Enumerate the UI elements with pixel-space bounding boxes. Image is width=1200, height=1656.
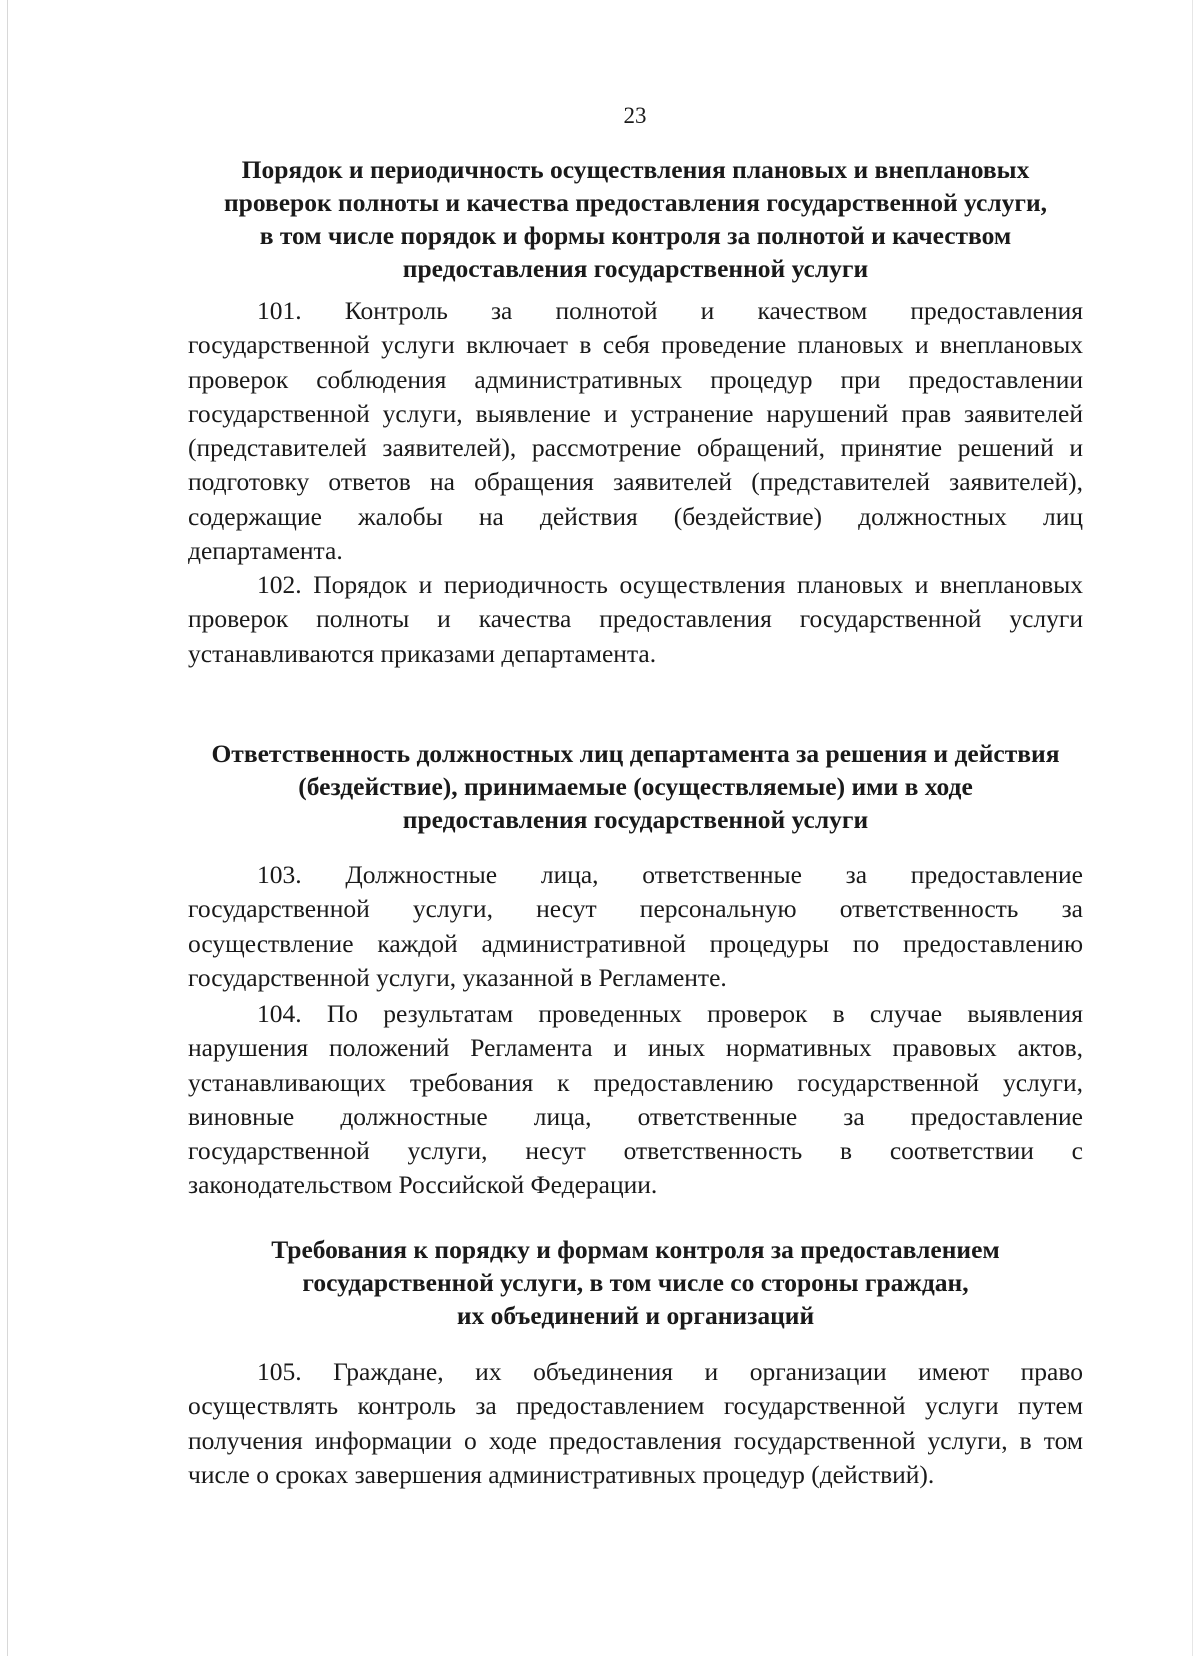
text-line: осуществлять контроль за предоставлением государственной услуги путем [188, 1391, 1083, 1421]
paragraph-105 [188, 1355, 1083, 1492]
page-edge-left [7, 0, 8, 1656]
text-line: 101. Контроль за полнотой и качеством предоставления [257, 296, 1083, 325]
text-line: государственной услуги, несут персональную ответственность за [188, 894, 1083, 924]
heading-line: предоставления государственной услуги [402, 254, 869, 283]
section-heading [188, 153, 1083, 285]
text-line: устанавливающих требования к предоставлению государственной услуги, [188, 1067, 1083, 1097]
paragraph-103 [188, 858, 1083, 995]
text-line: подготовку ответов на обращения заявителей (представителей заявителей), [188, 467, 1083, 497]
heading-line: Порядок и периодичность осуществления плановых и внеплановых [241, 155, 1030, 184]
text-line: 105. Граждане, их объединения и организации имеют право [257, 1357, 1083, 1386]
text-line: законодательством Российской Федерации. [188, 1170, 658, 1200]
text-line: получения информации о ходе предоставления государственной услуги, в том [188, 1425, 1083, 1455]
paragraph-101 [188, 294, 1083, 568]
paragraph-104 [188, 997, 1083, 1203]
heading-line: в том числе порядок и формы контроля за полнотой и качеством [259, 221, 1012, 250]
section-heading [188, 1233, 1083, 1332]
text-line: содержащие жалобы на действия (бездействие) должностных лиц [188, 501, 1083, 531]
page-edge-right [1192, 0, 1193, 1656]
heading-line: проверок полноты и качества предоставления государственной услуги, [223, 188, 1048, 217]
heading-line: государственной услуги, в том числе со стороны граждан, [302, 1268, 969, 1297]
text-line: государственной услуги, выявление и устранение нарушений прав заявителей [188, 398, 1083, 428]
text-line: устанавливаются приказами департамента. [188, 638, 657, 668]
text-line: осуществление каждой административной процедуры по предоставлению [188, 928, 1083, 958]
text-line: департамента. [188, 536, 343, 566]
text-line: (представителей заявителей), рассмотрение обращений, принятие решений и [188, 433, 1083, 463]
heading-line: предоставления государственной услуги [402, 805, 869, 834]
heading-line: Ответственность должностных лиц департамента за решения и действия [211, 739, 1060, 768]
heading-line: их объединений и организаций [456, 1301, 815, 1330]
text-line: государственной услуги, несут ответственность в соответствии с [188, 1136, 1083, 1166]
text-line: 104. По результатам проведенных проверок в случае выявления [257, 999, 1083, 1028]
text-line: виновные должностные лица, ответственные за предоставление [188, 1101, 1083, 1131]
text-line: нарушения положений Регламента и иных нормативных правовых актов, [188, 1033, 1083, 1063]
text-line: государственной услуги включает в себя проведение плановых и внеплановых [188, 330, 1083, 360]
page-number: 23 [623, 103, 647, 128]
text-line: 103. Должностные лица, ответственные за предоставление [257, 860, 1083, 889]
text-line: проверок полноты и качества предоставления государственной услуги [188, 604, 1083, 634]
text-line: 102. Порядок и периодичность осуществления плановых и внеплановых [257, 570, 1083, 599]
paragraph-102 [188, 568, 1083, 671]
text-line: числе о сроках завершения административных процедур (действий). [188, 1459, 935, 1489]
text-line: государственной услуги, указанной в Регламенте. [188, 962, 727, 992]
heading-line: Требования к порядку и формам контроля за предоставлением [271, 1235, 1000, 1264]
text-line: проверок соблюдения административных процедур при предоставлении [188, 364, 1083, 394]
heading-line: (бездействие), принимаемые (осуществляемые) ими в ходе [298, 772, 973, 801]
section-heading [188, 737, 1083, 836]
